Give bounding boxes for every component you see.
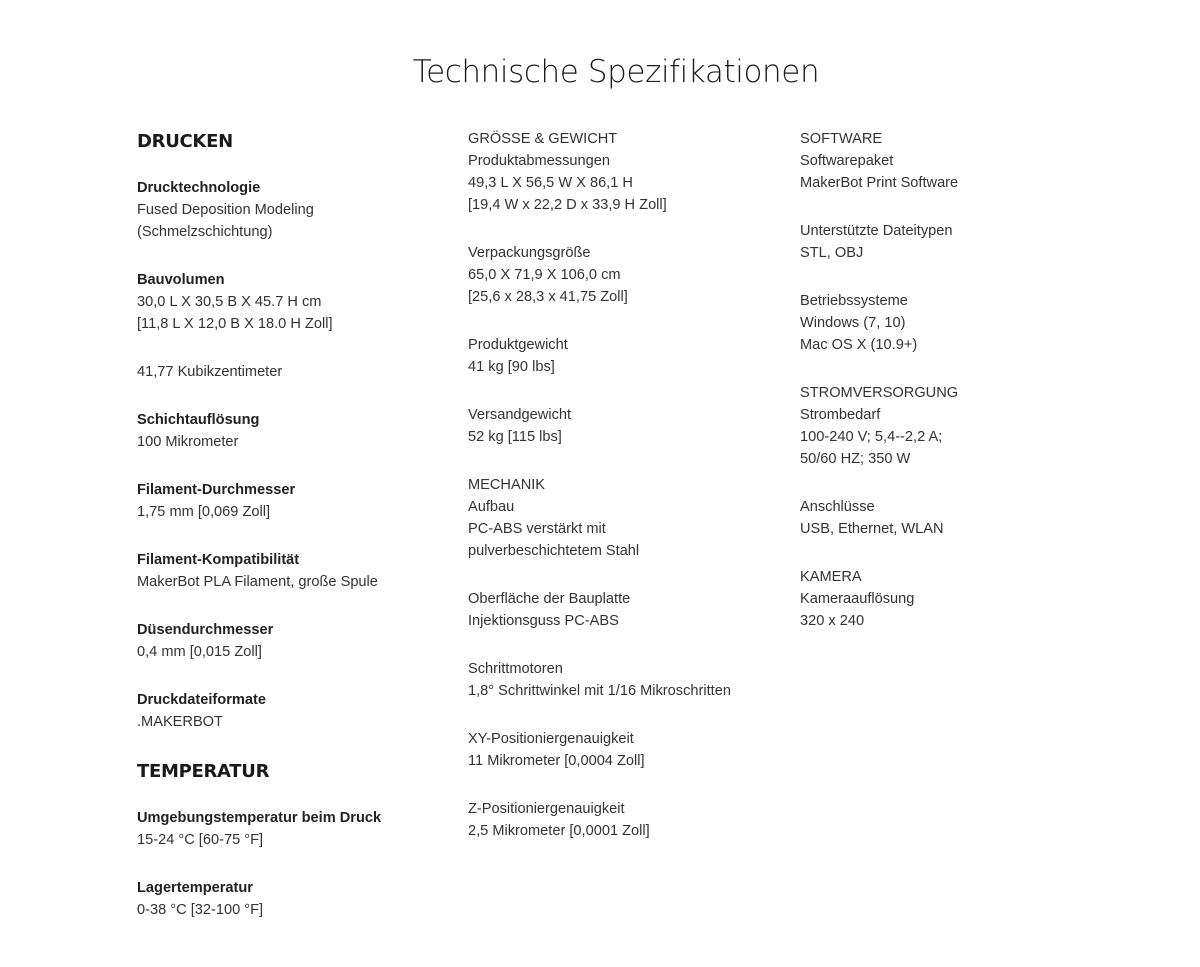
spec-connectivity [800, 496, 1100, 540]
spec-value: 49,3 L X 56,5 W X 86,1 H [19,4 W x 22,2 D x 33,9 H Zoll] [468, 175, 667, 213]
spec-value: 100-240 V; 5,4--2,2 A; 50/60 HZ; 350 W [800, 429, 943, 467]
spec-value: MakerBot Print Software [800, 175, 959, 191]
spec-label: Unterstützte Dateitypen [800, 223, 953, 239]
section-heading-software: SOFTWARE [800, 131, 883, 147]
spec-supported-file-types [800, 220, 1100, 264]
spec-value: .MAKERBOT [137, 714, 223, 730]
spec-build-volume [137, 269, 457, 335]
spec-label: Drucktechnologie [137, 180, 261, 196]
spec-value: 41,77 Kubikzentimeter [137, 364, 283, 380]
spec-product-weight [468, 334, 778, 378]
spec-value: 41 kg [90 lbs] [468, 359, 555, 375]
spec-label: Verpackungsgröße [468, 245, 591, 261]
spec-nozzle-diameter [137, 619, 457, 663]
spec-label: Versandgewicht [468, 407, 572, 423]
spec-print-technology [137, 177, 457, 243]
spec-stepper-motors [468, 658, 778, 702]
spec-value: 100 Mikrometer [137, 434, 239, 450]
spec-value: 0,4 mm [0,015 Zoll] [137, 644, 262, 660]
spec-label: Filament-Durchmesser [137, 482, 296, 498]
spec-value: 15-24 °C [60-75 °F] [137, 832, 264, 848]
spec-shipping-weight [468, 404, 778, 448]
spec-power-requirements [800, 382, 1100, 470]
spec-label: Softwarepaket [800, 153, 894, 169]
spec-label: XY-Positioniergenauigkeit [468, 731, 634, 747]
spec-label: Düsendurchmesser [137, 622, 274, 638]
spec-label: Produktabmessungen [468, 153, 610, 169]
spec-column-print [137, 128, 457, 947]
spec-camera-resolution [800, 566, 1100, 632]
spec-label: Schichtauflösung [137, 412, 260, 428]
spec-filament-diameter [137, 479, 457, 523]
spec-label: Schrittmotoren [468, 661, 563, 677]
spec-value: PC-ABS verstärkt mit pulverbeschichtetem Stahl [468, 521, 640, 559]
spec-software-package [800, 128, 1100, 194]
spec-label: Druckdateiformate [137, 692, 266, 708]
spec-value: USB, Ethernet, WLAN [800, 521, 944, 537]
spec-label: Lagertemperatur [137, 880, 253, 896]
section-heading-camera: KAMERA [800, 569, 862, 585]
spec-column-software-power [800, 128, 1100, 658]
spec-label: Betriebssysteme [800, 293, 908, 309]
spec-value: 30,0 L X 30,5 B X 45.7 H cm [11,8 L X 12,0 B X 18.0 H Zoll] [137, 294, 333, 332]
section-heading-print: DRUCKEN [137, 131, 233, 152]
spec-label: Anschlüsse [800, 499, 875, 515]
spec-label: Filament-Kompatibilität [137, 552, 300, 568]
spec-label: Aufbau [468, 499, 515, 515]
spec-value: 11 Mikrometer [0,0004 Zoll] [468, 753, 645, 769]
section-heading-mechanics: MECHANIK [468, 477, 546, 493]
spec-label: Bauvolumen [137, 272, 225, 288]
spec-column-size-mechanics [468, 128, 778, 868]
spec-value: 1,8° Schrittwinkel mit 1/16 Mikroschritten [468, 683, 731, 699]
spec-value: 65,0 X 71,9 X 106,0 cm [25,6 x 28,3 x 41,75 Zoll] [468, 267, 628, 305]
spec-label: Kameraauflösung [800, 591, 915, 607]
spec-value: 0-38 °C [32-100 °F] [137, 902, 264, 918]
spec-value: 2,5 Mikrometer [0,0001 Zoll] [468, 823, 650, 839]
spec-z-positioning [468, 798, 778, 842]
spec-operating-systems [800, 290, 1100, 356]
spec-value: STL, OBJ [800, 245, 864, 261]
spec-label: Umgebungstemperatur beim Druck [137, 810, 382, 826]
spec-value: Injektionsguss PC-ABS [468, 613, 619, 629]
section-heading-temperature: TEMPERATUR [137, 761, 270, 782]
spec-value: MakerBot PLA Filament, große Spule [137, 574, 378, 590]
spec-label: Strombedarf [800, 407, 881, 423]
spec-label: Z-Positioniergenauigkeit [468, 801, 625, 817]
spec-package-size [468, 242, 778, 308]
spec-label: Produktgewicht [468, 337, 568, 353]
spec-value: 320 x 240 [800, 613, 865, 629]
spec-layer-resolution [137, 409, 457, 453]
spec-construction [468, 474, 778, 562]
spec-value: Windows (7, 10) Mac OS X (10.9+) [800, 315, 918, 353]
spec-storage-temperature [137, 877, 457, 921]
spec-value: 52 kg [115 lbs] [468, 429, 562, 445]
spec-value: Fused Deposition Modeling (Schmelzschichtung) [137, 202, 314, 240]
spec-print-file-formats [137, 689, 457, 733]
spec-build-plate-surface [468, 588, 778, 632]
section-heading-power: STROMVERSORGUNG [800, 385, 959, 401]
spec-xy-positioning [468, 728, 778, 772]
spec-ambient-temperature [137, 807, 457, 851]
spec-build-volume-cubic [137, 361, 457, 383]
page-title: Technische Spezifikationen [412, 54, 820, 90]
spec-value: 1,75 mm [0,069 Zoll] [137, 504, 271, 520]
spec-product-dimensions [468, 128, 778, 216]
spec-label: Oberfläche der Bauplatte [468, 591, 631, 607]
section-heading-size-weight: GRÖSSE & GEWICHT [468, 131, 618, 147]
spec-filament-compatibility [137, 549, 457, 593]
